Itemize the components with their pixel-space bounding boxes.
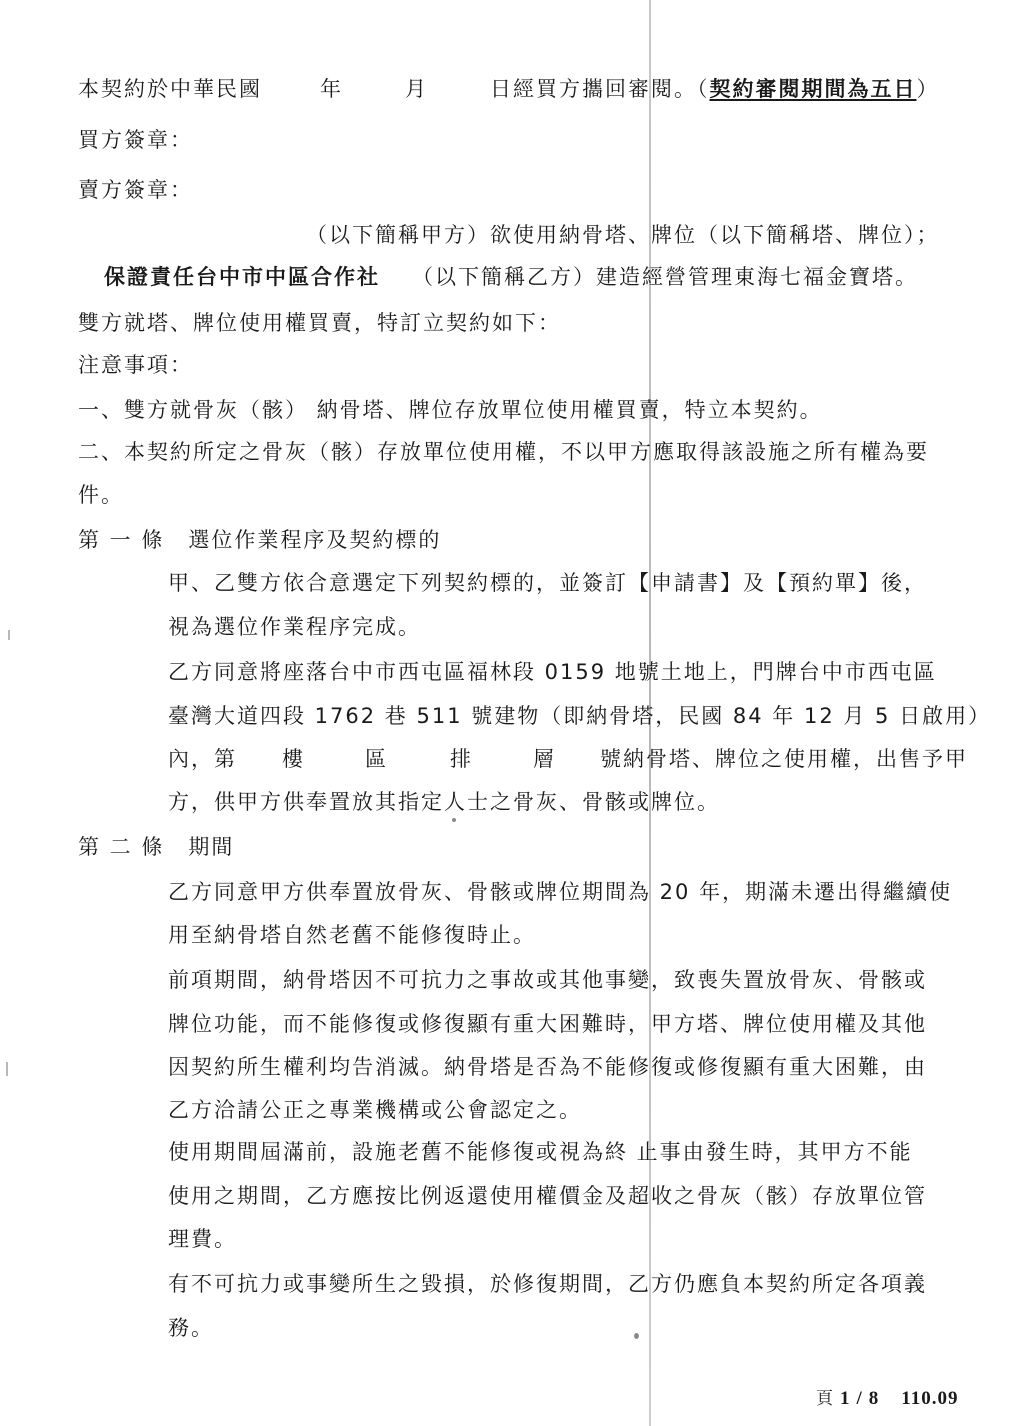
review-note-open: （ — [697, 77, 710, 101]
article-1-para-2-end: 方，供甲方供奉置放其指定人士之骨灰、骨骸或牌位。 — [168, 790, 720, 814]
location-row-label: 排 — [450, 747, 473, 771]
article-2-title: 期間 — [188, 835, 235, 859]
review-line — [78, 76, 940, 102]
location-tail: 號納骨塔、牌位之使用權，出售予甲 — [600, 747, 968, 771]
article-1-number: 第 一 條 — [78, 528, 165, 552]
article-1-title: 選位作業程序及契約標的 — [188, 528, 442, 552]
location-layer-label: 層 — [533, 747, 556, 771]
article-2-para-4: 有不可抗力或事變所生之毀損，於修復期間，乙方仍應負本契約所定各項義 — [168, 1272, 927, 1296]
notice-item-2: 二、本契約所定之骨灰（骸）存放單位使用權，不以甲方應取得該設施之所有權為要 — [78, 440, 929, 464]
article-1-para-1-cont: 視為選位作業程序完成。 — [168, 615, 421, 639]
article-1-para-2-cont: 臺灣大道四段 1762 巷 511 號建物（即納骨塔，民國 84 年 12 月 5 日啟用） — [168, 704, 992, 728]
article-2-para-3-line-2: 使用之期間，乙方應按比例返還使用權價金及超收之骨灰（骸）存放單位管 — [168, 1184, 927, 1208]
article-1-para-2: 乙方同意將座落台中市西屯區福林段 0159 地號土地上，門牌台中市西屯區 — [168, 660, 937, 684]
scan-speck — [452, 818, 456, 822]
notice-item-2-cont: 件。 — [78, 483, 124, 507]
page-total: 8 — [868, 1388, 880, 1409]
party-b-text: （以下簡稱乙方）建造經營管理東海七福金寶塔。 — [412, 265, 918, 289]
review-note-close: ） — [916, 77, 940, 101]
article-2-number: 第 二 條 — [78, 835, 165, 859]
party-b-line — [104, 264, 918, 290]
location-zone-label: 區 — [365, 747, 388, 771]
seller-signature-label: 賣方簽章： — [78, 178, 193, 202]
review-year-label: 年 — [320, 77, 343, 101]
margin-mark — [8, 630, 10, 640]
party-a-line: （以下簡稱甲方）欲使用納骨塔、牌位（以下簡稱塔、牌位）； — [306, 223, 940, 247]
party-b-name: 保證責任台中市中區合作社 — [104, 265, 380, 289]
article-2-para-1: 乙方同意甲方供奉置放骨灰、骨骸或牌位期間為 20 年，期滿未遷出得繼續使 — [168, 880, 953, 904]
buyer-signature-label: 買方簽章： — [78, 128, 193, 152]
review-prefix: 本契約於中華民國 — [78, 77, 262, 101]
review-month-label: 月 — [405, 77, 428, 101]
review-suffix: 日經買方攜回審閱。 — [490, 77, 697, 101]
article-2-para-3: 使用期間屆滿前，設施老舊不能修復或視為終 止事由發生時，其甲方不能 — [168, 1140, 913, 1164]
article-2-para-2-line-2: 牌位功能，而不能修復或修復顯有重大困難時，甲方塔、牌位使用權及其他 — [168, 1012, 927, 1036]
article-2-para-2: 前項期間，納骨塔因不可抗力之事故或其他事變，致喪失置放骨灰、骨骸或 — [168, 968, 927, 992]
article-2-heading — [78, 834, 234, 860]
article-2-para-3-line-3: 理費。 — [168, 1227, 237, 1251]
scan-speck — [634, 1333, 639, 1339]
article-1-location-line — [168, 746, 968, 772]
review-period-note: 契約審閱期間為五日 — [709, 77, 917, 101]
page-separator: / — [856, 1388, 863, 1409]
notice-item-1: 一、雙方就骨灰（骸） 納骨塔、牌位存放單位使用權買賣，特立本契約。 — [78, 398, 823, 422]
document-version: 110.09 — [901, 1388, 959, 1409]
article-2-para-4-cont: 務。 — [168, 1316, 214, 1340]
article-2-para-1-cont: 用至納骨塔自然老舊不能修復時止。 — [168, 923, 536, 947]
intro-line: 雙方就塔、牌位使用權買賣，特訂立契約如下： — [78, 311, 561, 335]
page-current: 1 — [840, 1388, 851, 1409]
location-prefix: 內，第 — [168, 747, 237, 771]
article-2-para-2-line-4: 乙方洽請公正之專業機構或公會認定之。 — [168, 1098, 582, 1122]
article-1-heading — [78, 527, 441, 553]
location-floor-label: 樓 — [282, 747, 305, 771]
article-1-para-1: 甲、乙雙方依合意選定下列契約標的，並簽訂【申請書】及【預約單】後， — [168, 571, 927, 595]
page-label: 頁 — [816, 1389, 834, 1409]
notice-title: 注意事項： — [78, 353, 193, 377]
margin-mark — [6, 1062, 8, 1076]
page-footer — [816, 1384, 964, 1410]
article-2-para-2-line-3: 因契約所生權利均告消滅。納骨塔是否為不能修復或修復顯有重大困難，由 — [168, 1055, 927, 1079]
